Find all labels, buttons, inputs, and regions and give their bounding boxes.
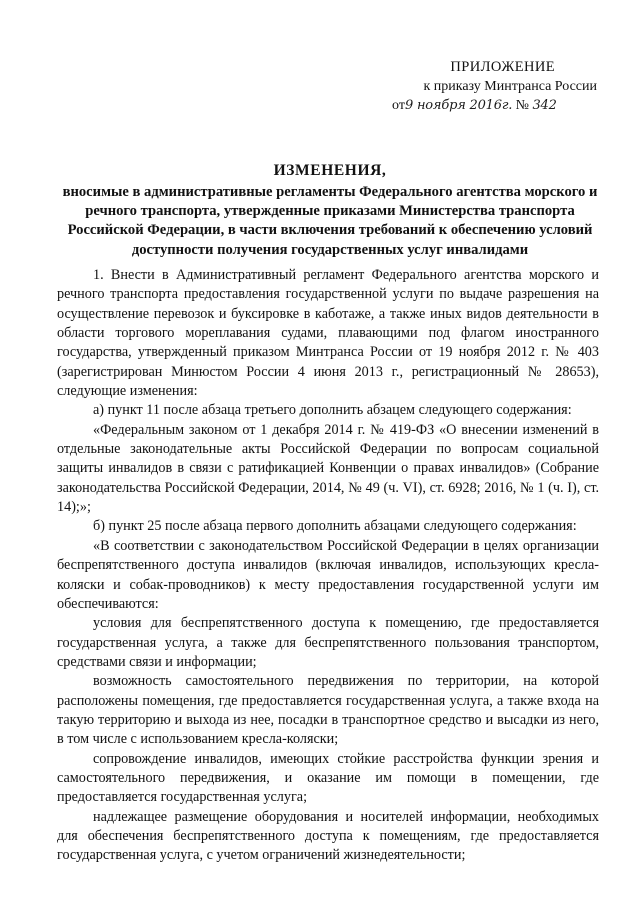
document-title-block [60, 160, 600, 260]
paragraph-3: «Федеральным законом от 1 декабря 2014 г. № 419-ФЗ «О внесении изменений в отдельные законодательные акты Российской Федерации по вопросам социальной защиты инвалидов в связи с ратификацией Конвенции о правах инвалидов» (Собрание законодательства Российской Федерации, 2014, № 49 (ч. VI), ст. 6928; 2016, № 1 (ч. I), ст. 14);»; [57, 421, 599, 516]
appendix-order-line: к приказу Минтранса России [423, 79, 597, 94]
paragraph-9: надлежащее размещение оборудования и носителей информации, необходимых для обеспечения беспрепятственного доступа к помещениям, где предоставляется государственная услуга, с учетом ограничений жизнедеятельности; [57, 808, 599, 864]
paragraph-4: б) пункт 25 после абзаца первого дополнить абзацами следующего содержания: [93, 518, 577, 535]
paragraph-6: условия для беспрепятственного доступа к помещению, где предоставляется государственная услуга, а также для беспрепятственного пользования транспортом, средствами связи и информации; [57, 615, 599, 670]
document-subtitle: вносимые в административные регламенты Федерального агентства морского и речного транспорта, утвержденные приказами Министерства транспорта Российской Федерации, в части включения требований к обеспечению условий доступности получения государственных услуг инвалидами [62, 184, 598, 258]
appendix-date-line [392, 96, 597, 115]
paragraph-2: а) пункт 11 после абзаца третьего дополнить абзацем следующего содержания: [93, 402, 572, 419]
document-body [57, 266, 599, 866]
paragraph-5: «В соответствии с законодательством Российской Федерации в целях организации беспрепятственного доступа инвалидов (включая инвалидов, использующих кресла-коляски и собак-проводников) к месту предоставления государственной услуги им обеспечиваются: [57, 537, 599, 612]
appendix-header [392, 58, 597, 115]
date-prefix: от [392, 98, 405, 113]
paragraph-7: возможность самостоятельного передвижения по территории, на которой расположены помещения, где предоставляется государственная услуга, а также входа на такую территорию и выхода из нее, посадки в транспортное средство и высадки из него, в том числе с использованием кресла-коляски; [57, 673, 599, 748]
appendix-title: ПРИЛОЖЕНИЕ [450, 59, 555, 75]
paragraph-1: 1. Внести в Административный регламент Федерального агентства морского и речного транспорта предоставления государственной услуги по выдаче разрешения на осуществление перевозок и буксировке в каботаже, а также иных видов деятельности в области торгового мореплавания судами, плавающими под флагом иностранного государства, утвержденный приказом Минтранса России от 19 ноября 2012 г. № 403 (зарегистрирован Минюстом России 4 июня 2013 г., регистрационный № 28653), следующие изменения: [57, 267, 599, 400]
handwritten-number: 342 [532, 98, 557, 113]
document-title: ИЗМЕНЕНИЯ, [273, 162, 387, 179]
handwritten-date: 9 ноября 2016г. [404, 98, 513, 113]
paragraph-8: сопровождение инвалидов, имеющих стойкие расстройства функции зрения и самостоятельного передвижения, и оказание им помощи в помещении, где предоставляется государственная услуга; [57, 750, 599, 806]
number-label: № [515, 98, 529, 113]
